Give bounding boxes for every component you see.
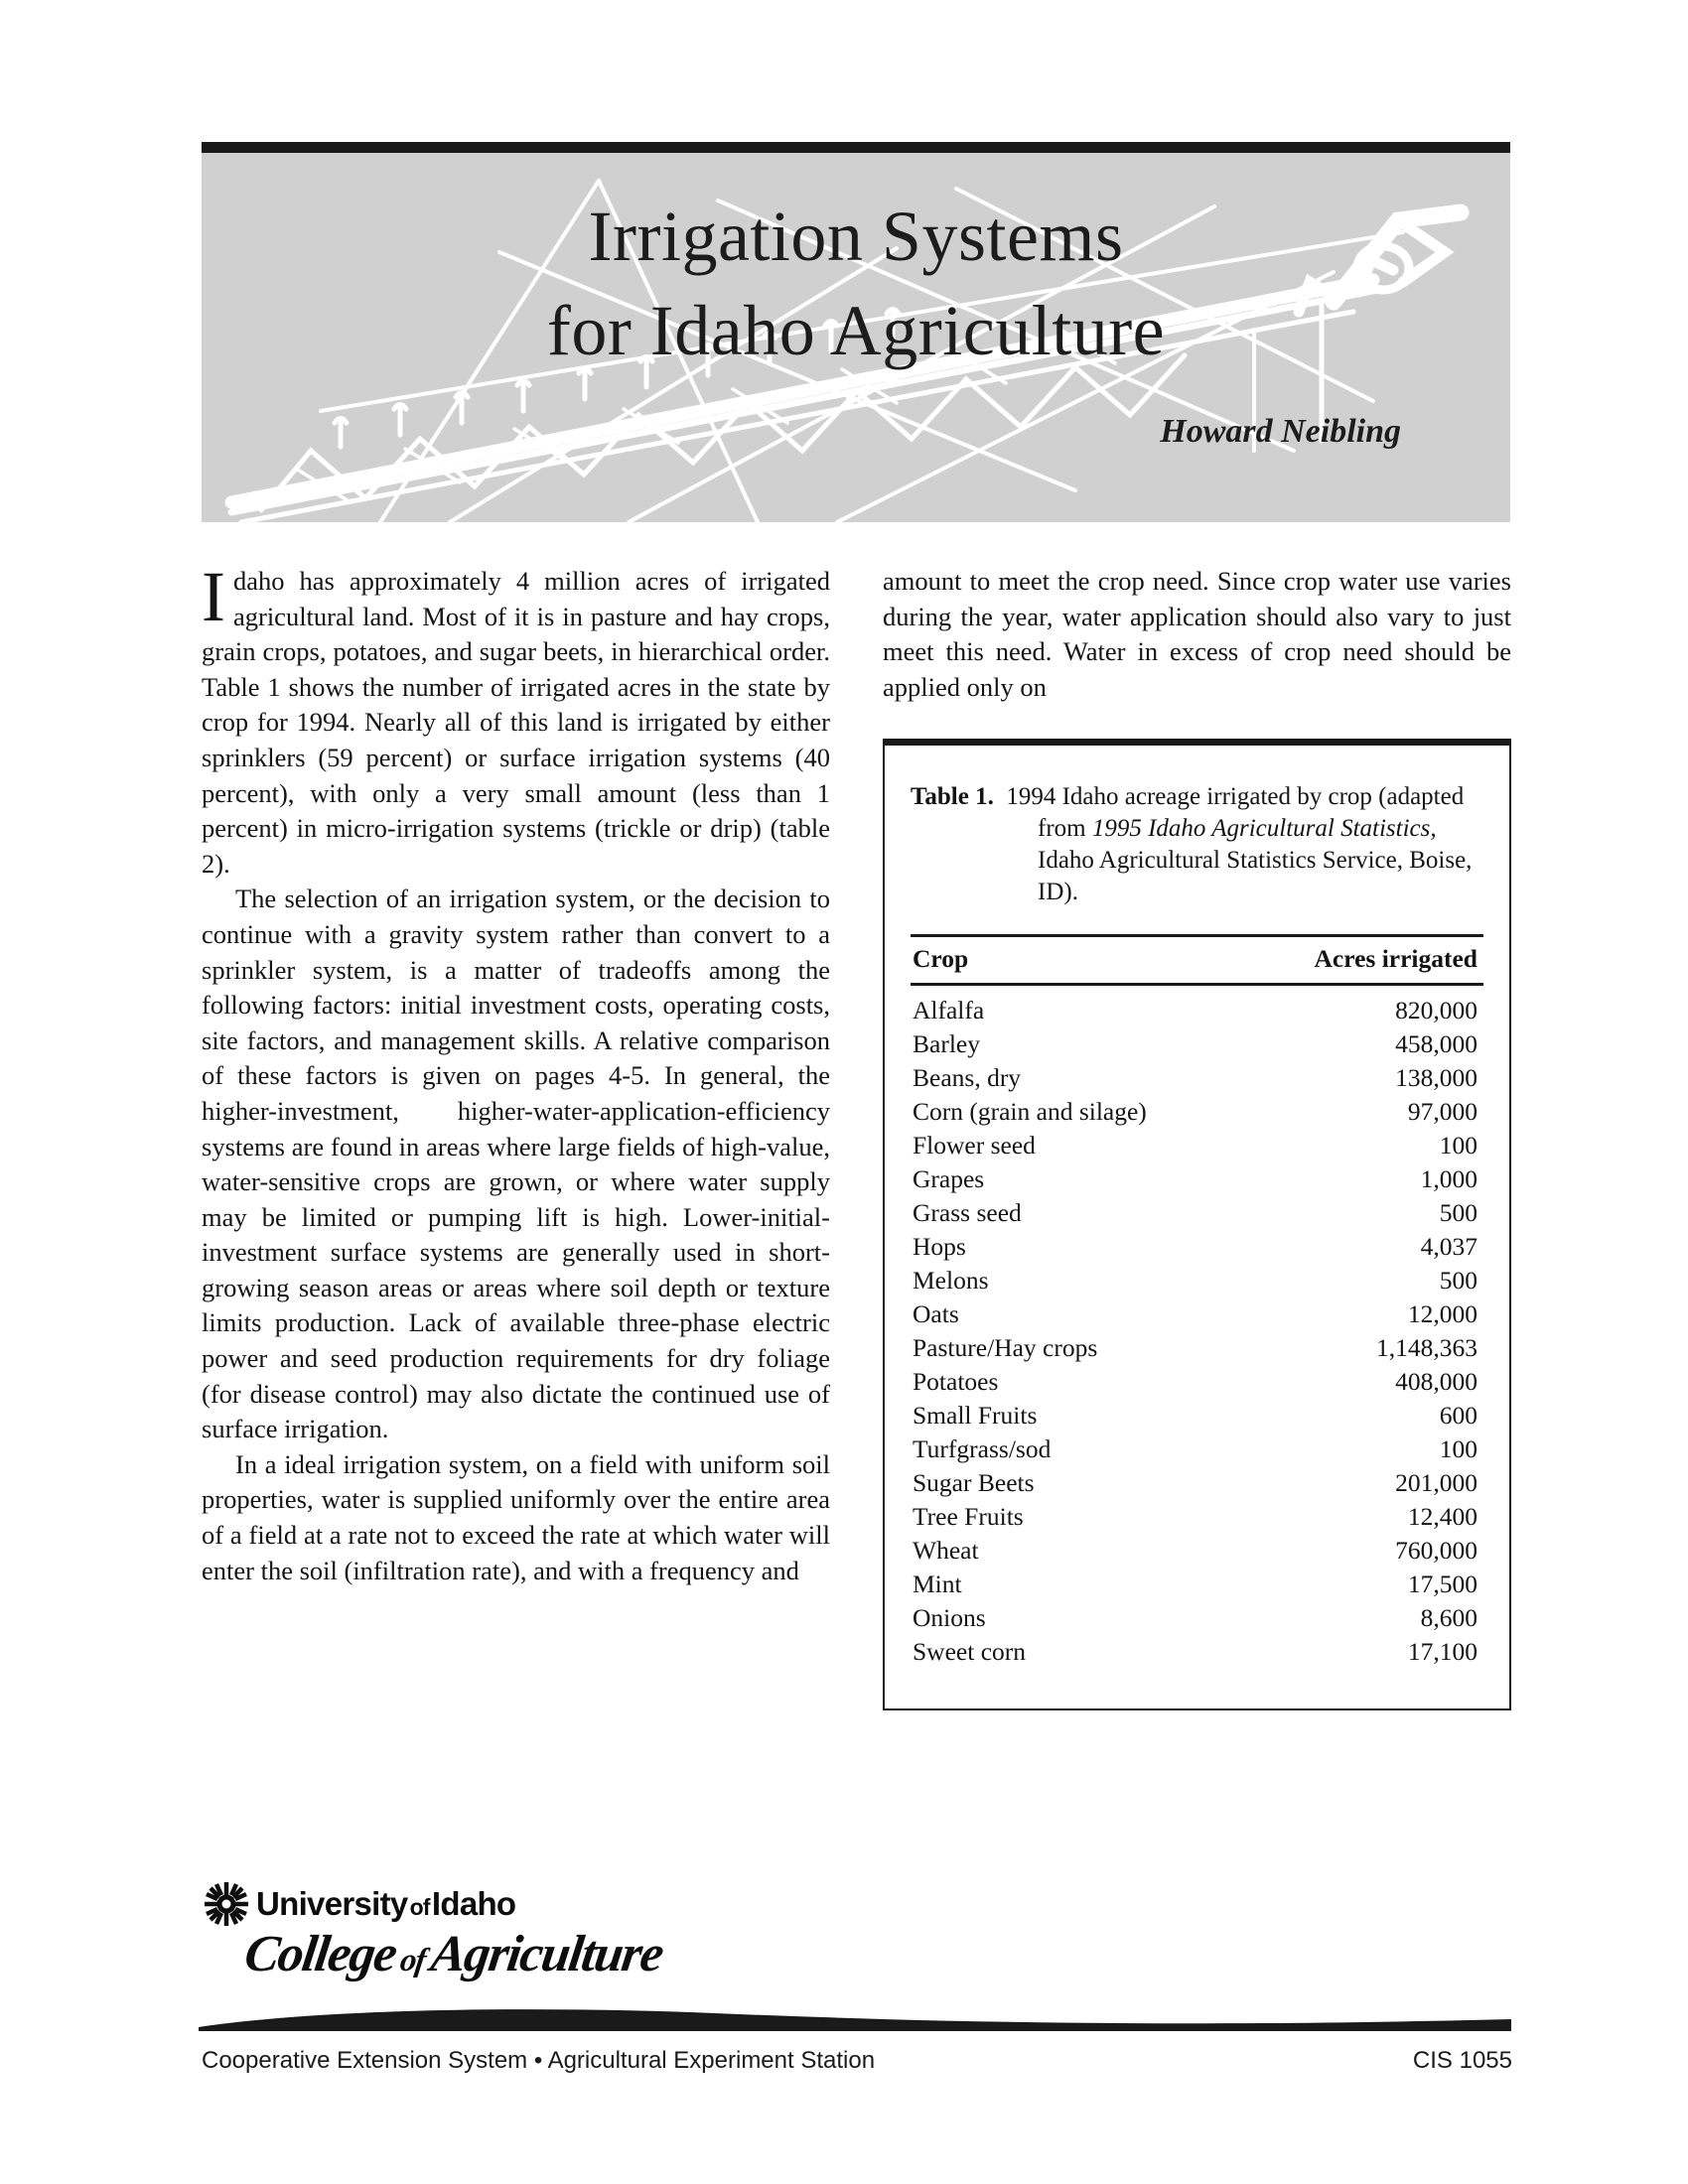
paragraph-crop-need: amount to meet the crop need. Since crop water use varies during the year, water application should also vary to just meet this need. Water in excess of crop need should be applied only on <box>883 566 1511 702</box>
table-row <box>911 1061 1483 1095</box>
banner-top-rule <box>202 142 1510 153</box>
page-title-line-2: for Idaho Agriculture <box>546 291 1166 370</box>
table-row <box>911 1129 1483 1162</box>
page-title-line-1: Irrigation Systems <box>588 197 1124 276</box>
cell-acres: 97,000 <box>1407 1097 1477 1126</box>
university-of-idaho-wordmark <box>256 1885 515 1923</box>
table-1-box <box>883 739 1511 1710</box>
table-row <box>911 1601 1483 1635</box>
cell-crop: Oats <box>913 1299 959 1328</box>
university-of-word: of <box>409 1894 430 1920</box>
cell-acres: 458,000 <box>1395 1029 1477 1058</box>
drop-cap: I <box>202 557 225 636</box>
paragraph-intro-text: daho has approximately 4 million acres of irrigated agricultural land. Most of it is in pasture and hay crops, grain crops, potatoes, and sugar beets, in hierarchical order. Table 1 shows the number of irrigated acres in the state by crop for 1994. Nearly all of this land is irrigated by either sprinklers (59 percent) or surface irrigation systems (40 percent), with only a very small amount (less than 1 percent) in micro-irrigation systems (trickle or drip) (table 2). <box>202 566 830 879</box>
cell-crop: Barley <box>913 1029 980 1058</box>
table-1-body <box>911 985 1483 1669</box>
cell-acres: 1,148,363 <box>1376 1333 1477 1362</box>
header-banner <box>202 142 1510 522</box>
cell-acres: 600 <box>1439 1401 1477 1430</box>
cell-acres: 12,400 <box>1407 1502 1477 1531</box>
cell-acres: 820,000 <box>1395 996 1477 1024</box>
cell-acres: 17,500 <box>1407 1570 1477 1598</box>
table-row <box>911 1399 1483 1433</box>
table-row <box>911 985 1483 1027</box>
cell-crop: Sweet corn <box>913 1637 1027 1666</box>
cell-crop: Small Fruits <box>913 1401 1038 1430</box>
table-row <box>911 1027 1483 1061</box>
university-word: University <box>256 1885 408 1922</box>
table-row <box>911 1162 1483 1196</box>
column-header-crop: Crop <box>911 936 1244 985</box>
table-row <box>911 1500 1483 1534</box>
table-1 <box>911 934 1483 1669</box>
university-of-idaho-lockup <box>204 1881 515 1927</box>
cell-crop: Pasture/Hay crops <box>913 1333 1098 1362</box>
cell-acres: 408,000 <box>1395 1367 1477 1396</box>
university-idaho-word: Idaho <box>431 1885 516 1922</box>
college-of-word: of <box>397 1943 428 1979</box>
body-left-column <box>202 557 830 1588</box>
cell-crop: Hops <box>913 1232 966 1261</box>
cell-acres: 17,100 <box>1407 1637 1477 1666</box>
table-row <box>911 1365 1483 1399</box>
table-row <box>911 1534 1483 1568</box>
table-row <box>911 1466 1483 1500</box>
table-row <box>911 1095 1483 1129</box>
college-word: College <box>240 1926 400 1982</box>
table-1-caption <box>911 781 1483 908</box>
cell-acres: 760,000 <box>1395 1536 1477 1565</box>
footer-text-line <box>202 2047 1512 2075</box>
cell-crop: Grapes <box>913 1164 985 1193</box>
cell-acres: 100 <box>1439 1131 1477 1160</box>
table-row <box>911 1196 1483 1230</box>
cell-acres: 100 <box>1439 1434 1477 1463</box>
cell-acres: 500 <box>1439 1198 1477 1227</box>
table-1-caption-part1: 1994 Idaho acreage irrigated by crop (adapted from <box>1006 783 1465 842</box>
cell-acres: 1,000 <box>1420 1164 1477 1193</box>
body-right-column <box>883 564 1511 705</box>
cell-acres: 500 <box>1439 1266 1477 1295</box>
university-starburst-icon <box>204 1881 249 1927</box>
cell-acres: 4,037 <box>1420 1232 1477 1261</box>
cell-crop: Potatoes <box>913 1367 999 1396</box>
cell-acres: 201,000 <box>1395 1468 1477 1497</box>
paragraph-ideal-system: In a ideal irrigation system, on a field with uniform soil properties, water is supplied uniformly over the entire area of a field at a rate not to exceed the rate at which water will enter the soil (infiltration rate), and with a frequency and <box>202 1448 830 1585</box>
table-1-head <box>911 936 1483 985</box>
cell-crop: Corn (grain and silage) <box>913 1097 1147 1126</box>
table-row <box>911 1230 1483 1264</box>
cell-crop: Tree Fruits <box>913 1502 1024 1531</box>
paragraph-intro <box>202 557 830 882</box>
cell-acres: 138,000 <box>1395 1063 1477 1092</box>
footer-left-text: Cooperative Extension System • Agricultural Experiment Station <box>202 2047 876 2074</box>
cell-crop: Sugar Beets <box>913 1468 1035 1497</box>
table-1-label: Table 1. <box>911 783 994 810</box>
footer-logo <box>204 1881 899 2010</box>
table-row <box>911 1297 1483 1331</box>
cell-acres: 8,600 <box>1420 1603 1477 1632</box>
table-1-caption-part2: Idaho Agricultural Statistics Service, Boise, ID). <box>1038 847 1473 905</box>
footer-swoosh-rule <box>199 2005 1511 2031</box>
agriculture-word: Agriculture <box>427 1926 666 1982</box>
college-of-agriculture-wordmark <box>241 1925 666 1983</box>
footer-publication-number: CIS 1055 <box>1412 2047 1512 2074</box>
table-row <box>911 1433 1483 1466</box>
table-1-caption-source: 1995 Idaho Agricultural Statistics, <box>1091 815 1437 842</box>
cell-crop: Flower seed <box>913 1131 1036 1160</box>
cell-crop: Wheat <box>913 1536 979 1565</box>
table-row <box>911 1568 1483 1601</box>
cell-crop: Alfalfa <box>913 996 985 1024</box>
table-row <box>911 1331 1483 1365</box>
paragraph-selection: The selection of an irrigation system, or the decision to continue with a gravity system rather than convert to a sprinkler system, is a matter of tradeoffs among the following factors: initial investment costs, operating costs, site factors, and management skills. A relative comparison of these factors is given on pages 4-5. In general, the higher-investment, higher-water-application-efficiency systems are found in areas where large fields of high-value, water-sensitive crops are grown, or where water supply may be limited or pumping lift is high. Lower-initial-investment surface systems are generally used in short-growing season areas or areas where soil depth or texture limits production. Lack of available three-phase electric power and seed production requirements for dry foliage (for disease control) may also dictate the continued use of surface irrigation. <box>202 884 830 1444</box>
author-byline: Howard Neibling <box>1160 413 1401 450</box>
cell-crop: Melons <box>913 1266 989 1295</box>
banner-body <box>202 153 1510 522</box>
cell-crop: Turfgrass/sod <box>913 1434 1052 1463</box>
cell-crop: Mint <box>913 1570 962 1598</box>
cell-acres: 12,000 <box>1407 1299 1477 1328</box>
banner-text-layer <box>202 153 1510 522</box>
cell-crop: Beans, dry <box>913 1063 1022 1092</box>
table-header-row <box>911 936 1483 985</box>
column-header-acres: Acres irrigated <box>1244 936 1483 985</box>
cell-crop: Onions <box>913 1603 986 1632</box>
table-row <box>911 1635 1483 1669</box>
cell-crop: Grass seed <box>913 1198 1022 1227</box>
table-row <box>911 1264 1483 1297</box>
